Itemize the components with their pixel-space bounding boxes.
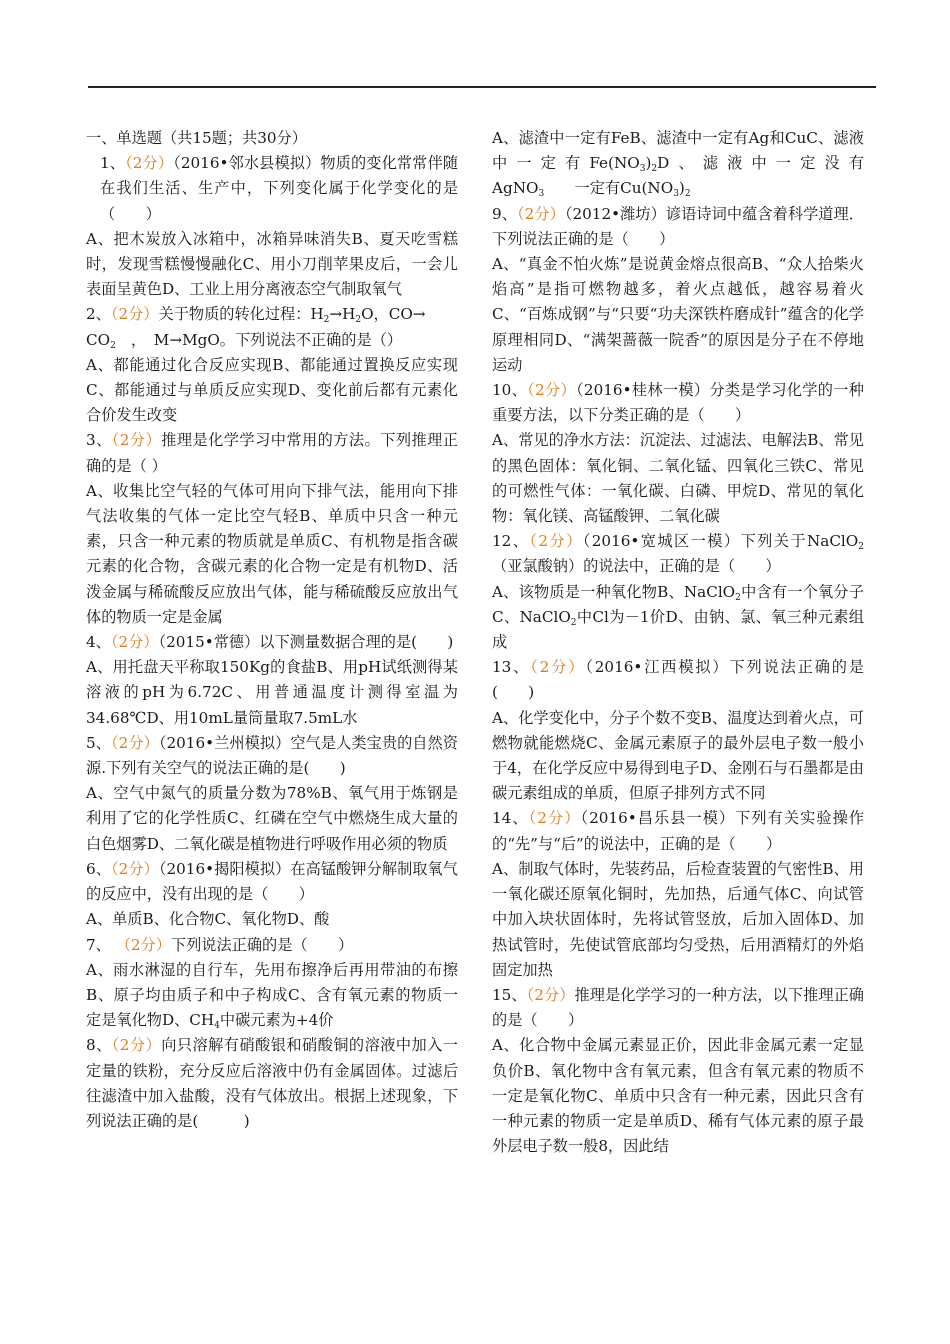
question-8-options: A、滤渣中一定有FeB、滤渣中一定有Ag和CuC、滤液中一定有$Fe(NO_3)_2D$、滤液中一定没有AgNO$_3$ 一定有$Cu(NO_3)_2$ bbox=[492, 129, 864, 200]
question-2-options: A、都能通过化合反应实现B、都能通过置换反应实现C、都能通过与单质反应实现D、变化前后都有元素化合价发生改变 bbox=[86, 355, 458, 425]
question-2: 2、（2分）关于物质的转化过程：$H_2\to H_2O$，CO→ $CO_2$ ， M→MgO。下列说法不正确的是（） bbox=[86, 305, 426, 351]
question-1-options: A、把木炭放入冰箱中，冰箱异味消失B、夏天吃雪糕时，发现雪糕慢慢融化C、用小刀削苹果皮后，一会儿表面呈黄色D、工业上用分离液态空气制取氧气 bbox=[86, 229, 458, 299]
score-badge: （2分） bbox=[530, 658, 586, 677]
question-9: 9、（2分）（2012•潍坊）谚语诗词中蕴含着科学道理．下列说法正确的是（ ） bbox=[492, 204, 864, 248]
score-badge: （2分） bbox=[125, 154, 174, 173]
question-12-options: A、该物质是一种氧化物B、NaClO$_2$中含有一个氧分子C、NaClO$_2$中Cl为－1价D、由钠、氯、氧三种元素组成 bbox=[492, 582, 864, 652]
question-12: 12、（2分）（2016•宽城区一模）下列关于NaClO$_2$（亚氯酸钠）的说法中，正确的是（ ） bbox=[492, 532, 864, 576]
question-7: 7、 （2分）下列说法正确的是（ ） bbox=[86, 935, 354, 954]
question-5-options: A、空气中氮气的质量分数为78%B、氧气用于炼钢是利用了它的化学性质C、红磷在空气中燃烧生成大量的白色烟雾D、二氧化碳是植物进行呼吸作用必须的物质 bbox=[86, 784, 458, 853]
score-badge: （2分） bbox=[110, 733, 159, 752]
score-badge: （2分） bbox=[526, 985, 575, 1004]
left-column bbox=[86, 126, 458, 1134]
question-14-options: A、制取气体时，先装药品，后检查装置的气密性B、用一氧化碳还原氧化铜时，先加热，后通气体C、向试管中加入块状固体时，先将试管竖放，后加入固体D、加热试管时，先使试管底部均匀受热，后用酒精灯的外焰固定加热 bbox=[492, 859, 864, 979]
question-6: 6、（2分）（2016•揭阳模拟）在高锰酸钾分解制取氧气的反应中，没有出现的是（ ） bbox=[86, 859, 458, 904]
question-10: 10、（2分）（2016•桂林一模）分类是学习化学的一种重要方法，以下分类正确的是（ ） bbox=[492, 381, 864, 425]
arrow-icon: → bbox=[329, 305, 343, 324]
score-badge: （2分） bbox=[528, 809, 581, 828]
section-heading: 一、单选题（共15题；共30分） bbox=[86, 129, 307, 147]
question-13: 13、（2分）（2016•江西模拟）下列说法正确的是( ) bbox=[492, 658, 864, 702]
score-badge: （2分） bbox=[110, 633, 159, 652]
arrow-icon: → bbox=[169, 330, 183, 349]
score-badge: （2分） bbox=[110, 859, 159, 878]
question-8: 8、（2分）向只溶解有硝酸银和硝酸铜的溶液中加入一定量的铁粉，充分反应后溶液中仍有金属固体。过滤后往滤渣中加入盐酸，没有气体放出。根据上述现象，下列说法正确的是( ) bbox=[86, 1036, 458, 1130]
score-badge: （2分） bbox=[110, 305, 159, 324]
score-badge: （2分） bbox=[111, 431, 162, 450]
question-3: 3、（2分）推理是化学学习中常用的方法。下列推理正确的是（ ） bbox=[86, 431, 458, 475]
question-1: 1、（2分）（2016•邻水县模拟）物质的变化常常伴随在我们生活、生产中，下列变化属于化学变化的是（ ） bbox=[100, 154, 458, 223]
score-badge: （2分） bbox=[115, 935, 171, 954]
question-6-options: A、单质B、化合物C、氧化物D、酸 bbox=[86, 910, 330, 929]
header-rule bbox=[88, 86, 876, 88]
question-3-options: A、收集比空气轻的气体可用向下排气法，能用向下排气法收集的气体一定比空气轻B、单质中只含一种元素，只含一种元素的物质就是单质C、有机物是指含碳元素的化合物，含碳元素的化合物一定是有机物D、活泼金属与稀硫酸反应放出气体，能与稀硫酸反应放出气体的物质一定是金属 bbox=[86, 481, 458, 626]
score-badge: （2分） bbox=[527, 381, 577, 400]
question-10-options: A、常见的净水方法：沉淀法、过滤法、电解法B、常见的黑色固体：氧化铜、二氧化锰、四氧化三铁C、常见的可燃性气体：一氧化碳、白磷、甲烷D、常见的氧化物：氧化镁、高锰酸钾、二氧化碳 bbox=[492, 431, 864, 526]
question-4-options: A、用托盘天平称取150Kg的食盐B、用pH试纸测得某溶液的pH为6.72C、用普通温度计测得室温为34.68℃D、用10mL量筒量取7.5mL水 bbox=[86, 658, 458, 727]
question-7-options: A、雨水淋湿的自行车，先用布擦净后再用带油的布擦B、原子均由质子和中子构成C、含有氧元素的物质一定是氧化物D、$CH_4$中碳元素为+4价 bbox=[86, 960, 458, 1032]
question-15-options: A、化合物中金属元素显正价，因此非金属元素一定显负价B、氧化物中含有氧元素，但含有氧元素的物质不一定是氧化物C、单质中只含有一种元素，因此只含有一种元素的物质一定是单质D、稀有气体元素的原子最外层电子数一般8，因此结 bbox=[492, 1036, 864, 1156]
score-badge: （2分） bbox=[516, 204, 565, 223]
question-13-options: A、化学变化中，分子个数不变B、温度达到着火点，可燃物就能燃烧C、金属元素原子的最外层电子数一般小于4，在化学反应中易得到电子D、金刚石与石墨都是由碳元素组成的单质，但原子排列方式不同 bbox=[492, 708, 864, 803]
score-badge: （2分） bbox=[111, 1036, 162, 1055]
question-15: 15、（2分）推理是化学学习的一种方法，以下推理正确的是（ ） bbox=[492, 985, 864, 1030]
question-5: 5、（2分）（2016•兰州模拟）空气是人类宝贵的自然资源.下列有关空气的说法正确的是( ) bbox=[86, 733, 458, 778]
question-9-options: A、“真金不怕火炼”是说黄金熔点很高B、“众人拾柴火焰高”是指可燃物越多，着火点越低，越容易着火C、“百炼成钢”与“只要“功夫深铁杵磨成针”蕴含的化学原理相同D、“满架蔷薇一院香”的原因是分子在不停地运动 bbox=[492, 255, 864, 374]
question-4: 4、（2分）（2015•常德）以下测量数据合理的是( ) bbox=[86, 633, 454, 652]
right-column bbox=[492, 126, 864, 1159]
arrow-icon: → bbox=[412, 305, 426, 324]
score-badge: （2分） bbox=[529, 532, 583, 551]
question-14: 14、（2分）（2016•昌乐县一模）下列有关实验操作的“先”与“后”的说法中，正确的是（ ） bbox=[492, 809, 865, 853]
